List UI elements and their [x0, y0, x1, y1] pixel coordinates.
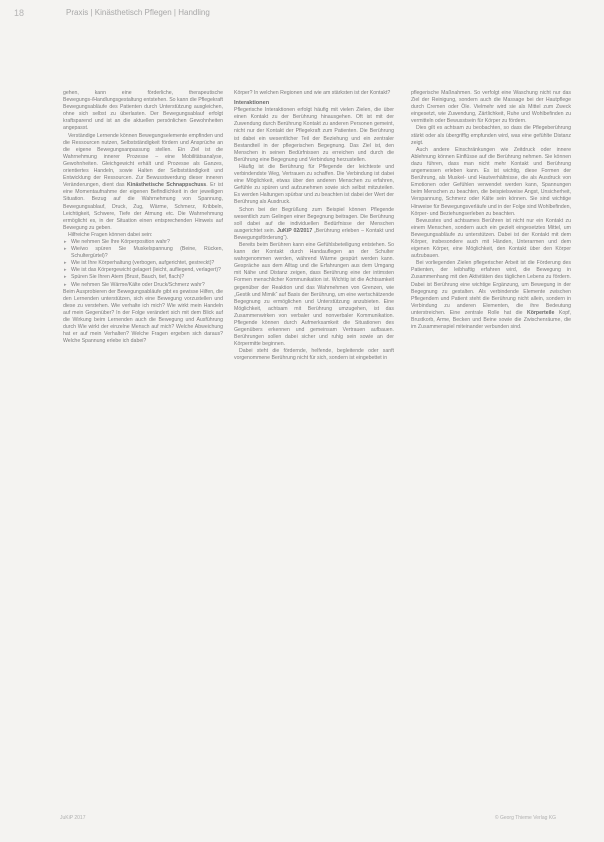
text-column-2	[234, 90, 394, 363]
page-number: 18	[14, 8, 25, 18]
paragraph: Dies gilt es achtsam zu beobachten, so dass die Pflegeberührung stärkt oder als übergriffig empfunden wird, was eine gefühlte Distanz zeigt.	[411, 125, 571, 146]
text-column-1	[63, 90, 223, 345]
text-run: Kopf, Brustkorb, Arme, Becken und Beine sowie die Zwischenräume, die im Zusammenspiel miteinander verbunden sind.	[411, 309, 571, 331]
footer-publisher: © Georg Thieme Verlag KG	[494, 815, 556, 821]
list-item: ▸ Wie nehmen Sie Ihre Körperposition wahr?	[63, 239, 223, 246]
list-item: ▸ Wie nehmen Sie Wärme/Kälte oder Druck/Schmerz wahr?	[63, 282, 223, 289]
paragraph	[63, 133, 223, 232]
paragraph: gehen, kann eine förderliche, therapeutische Bewegungs-/Handlungsgestaltung entstehen. So kann die Pflegekraft Bewegungsabläufe des Patienten durch Unterstützung ausgleichen, ohne sich selbst zu überlasten. Der Bewegungsablauf erfolgt kraftsparend und ist an die aktuellen persönlichen Gewohnheiten angepasst.	[63, 90, 223, 132]
paragraph: Pflegerische Interaktionen erfolgt häufig mit vielen Zielen, die über einen Kontakt zu der Berührung hinausgehen. Oft ist mit der Zuwendung durch Berührung Kontakt zu anderen Personen gemeint, nicht nur der Kontakt der Pflegekraft zum Patienten. Die Berührung ist dabei ein wesentlicher Teil der Beziehung und ein zentraler Bestandteil in der pflegerischen Begegnung. Das Ziel ist, den Menschen in seinen Bedürfnissen zu erreichen und durch die Berührung eine Begegnung und Verbindung herzustellen.	[234, 107, 394, 163]
footer-journal: JuKiP 2017	[60, 815, 86, 821]
text-column-3	[411, 90, 571, 331]
running-head: Praxis | Kinästhetisch Pflegen | Handling	[66, 8, 210, 17]
text-run: Schon bei der Begrüßung zum Beispiel können Pflegende wesentlich zum Gelingen einer Begegnung beitragen. Die Berührung soll dabei auf die individuellen Bedürfnisse der Menschen ausgerichtet sein.	[234, 206, 394, 234]
list-item: ▸ Wie ist das Körpergewicht gelagert (leicht, aufliegend, verlagert)?	[63, 267, 223, 274]
text-run: . Er ist eine Momentaufnahme der eigenen Befindlichkeit in der jeweiligen Situation. Bezug auf die Wahrnehmung von Spannung, Bewegungsablauf, Druck, Zug, Wärme, Schmerz, Kribbeln, Leichtigkeit, Schwere, Tiefe der Atmung etc. Die Wahrnehmung ermöglicht es, in der Situation einen entsprechenden Hinweis auf Bewegung zu geben.	[63, 182, 224, 231]
paragraph: Dabei steht die fördernde, helfende, begleitende oder sanft vorgenommene Berührung nicht für sich, sondern ist eingebettet in	[234, 348, 394, 362]
list-item: ▸ Wie ist Ihre Körperhaltung (verbogen, aufgerichtet, gestreckt)?	[63, 260, 223, 267]
question-list	[63, 239, 223, 289]
paragraph	[411, 260, 571, 331]
page-footer	[60, 815, 556, 825]
paragraph: Bewusstes und achtsames Berühren ist nicht nur ein Kontakt zu einem Menschen, sondern auch ein gezielt eingesetztes Mittel, um Bewegungsabläufe zu unterstützen. Dabei ist der Kontakt mit dem Körper, insbesondere auch mit Händen, Unterarmen und dem eigenen Körper, eine Möglichkeit, den Kontakt über den Körper aufzubauen.	[411, 217, 571, 260]
paragraph: Bereits beim Berühren kann eine Gefühlsbeteiligung entstehen. So kann der Kontakt durch Handauflegen an der Schulter wahrgenommen werden, während Wärme gespürt werden kann. Gespräche aus dem Alltag und die Erfahrungen aus dem Umgang mit Nähe und Distanz zeigen, dass Berührung eine der intimsten Formen menschlicher Kommunikation ist. Wichtig ist die Achtsamkeit gegenüber der Reaktion und das Wahrnehmen von Grenzen, wie „Gestik und Mimik“ auf Basis der Berührung, um eine wertschätzende Begegnung zu ermöglichen und Unterstützung anzubieten. Eine Möglichkeit, achtsam mit Berührung umzugehen, ist das Zusammenwirken von verbaler und nonverbaler Kommunikation. Pflegende können durch Aufmerksamkeit die Situationen des Gegenübers erkennen und gemeinsam Vertrauen aufbauen. Berührungen sollen dabei sicher und ruhig sein sowie an der Körpermitte beginnen.	[234, 241, 394, 348]
paragraph: pflegerische Maßnahmen. So verfolgt eine Waschung nicht nur das Ziel der Reinigung, sondern auch die Massage bei der Hautpflege durch Cremen oder Öle. Vielmehr wird sie als Mittel zum Zweck eingesetzt, wie Zuwendung, Zärtlichkeit, Ruhe und Wohlbefinden zu vermitteln oder Bewusstsein für Körper zu fördern.	[411, 90, 571, 125]
paragraph: Auch andere Einschränkungen wie Zeitdruck oder innere Ablehnung können Einflüsse auf die Berührung nehmen. Sie können dazu führen, dass man nicht mehr Kontakt und Berührung angemessen erleben kann. Es ist wichtig, diese Formen der Berührung, als Muskel- und Hautverhältnisse, die als Ausdruck von Emotionen oder Gefühlen verwendet werden kann, Spannungen beim Menschen zu beachten, die beispielsweise Angst, Unsicherheit, Verspannung, Schmerz oder Kälte sein können. Sie sind wichtige Hinweise für Bewegungsverläufe und in der Folge sind Wohlbefinden, Körper- und Beziehungserleben zu beachten.	[411, 146, 571, 217]
text-run: „Berührung erleben – Kontakt und Bewegungsförderung“).	[234, 227, 394, 241]
paragraph: Beim Ausprobieren der Bewegungsabläufe gibt es gewisse Hilfen, die den Lernenden unterstützen, sich eine Bewegung vorzustellen und diese zu verstehen. Wie verhalte ich mich? Wie wirkt mein Handeln auf mein Gegenüber? In der Folge verändert sich mit dem Blick auf die Wirkung beim Lernenden auch die Bewegung und Ausführung durch Wie wirkt der einzelne Mensch auf mich? Welche Abweichung hat er auf mein Verhalten? Welche Fragen ergeben sich daraus? Welche Spannung erlebe ich dabei?	[63, 288, 223, 345]
list-item: ▸ Wie/wo spüren Sie Muskelspannung (Beine, Rücken, Schultergürtel)?	[63, 246, 223, 260]
text-run: Verständige Lernende können Bewegungselemente empfinden und die Ressourcen nutzen, Selbstständigkeit fördern und Ansprüche an die eigene Bewegungsanpassung stellen. Ein Ziel ist die Wahrnehmung innerer Prozesse – eine Mobilitätsanalyse, Gewohnheiten. Gleichgewicht erhält und Prozesse als Ganzes, orientiertes Handeln, sowie Halten der Selbstständigkeit und Entwicklung der Ressourcen. Zur Bewusstwerdung dieser inneren Veränderungen, dient das	[63, 132, 223, 189]
paragraph	[234, 207, 394, 242]
section-heading: Interaktionen	[234, 100, 270, 107]
bold-citation: JuKiP 02/2017	[276, 227, 313, 234]
paragraph: Hilfreiche Fragen können dabei sein:	[68, 231, 153, 238]
paragraph: Häufig ist die Berührung für Pflegende der leichteste und verbindendste Weg, Vertrauen zu schaffen. Die Verbindung ist dabei eine Möglichkeit, etwas über den anderen Menschen zu erfahren, Gefühle zu spüren und aufzunehmen sowie sich selbst mitzuteilen. Es werden Haltungen spürbar und zu beachten ist dabei der Wert der Berührung als Ausdruck.	[234, 163, 394, 206]
list-item: ▸ Spüren Sie Ihren Atem (Brust, Bauch, tief, flach)?	[63, 274, 223, 281]
text-run: Bei vorliegenden Zielen pflegerischer Arbeit ist die Förderung des Patienten, der leibhaftig erfahren wird, die Bewegung in Zusammenhang mit den Aktivitäten des täglichen Lebens zu fördern. Dabei ist Berührung eine wichtige Ergänzung, um Bewegung in der Begegnung zu gestalten. Als verbindende Elemente zwischen Pflegendem und Patient steht die Berührung nicht allein, sondern in Verbindung zu anderen Elementen, die ihre Bedeutung unterstreichen. Eine zentrale Rolle hat die	[411, 260, 571, 316]
bold-term: Kinästhetische Schnappschuss	[127, 182, 207, 189]
bold-term: Körperteile	[527, 309, 555, 316]
page-header	[14, 8, 584, 22]
paragraph: Körper? In welchen Regionen und wie am stärksten ist der Kontakt?	[234, 90, 391, 96]
